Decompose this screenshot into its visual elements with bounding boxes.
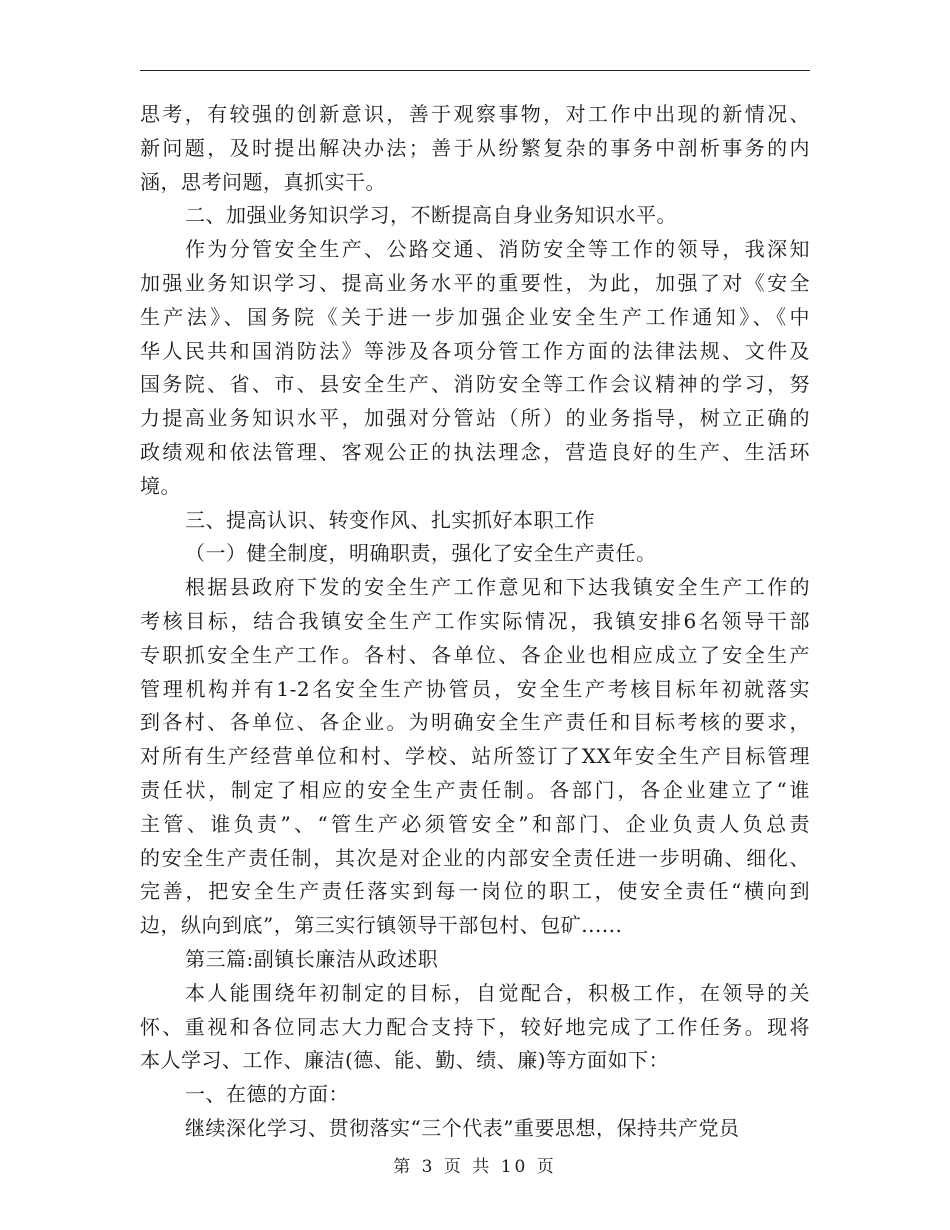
text-line: 新问题，及时提出解决办法；善于从纷繁复杂的事务中剖析事务的内 bbox=[140, 135, 810, 160]
text-line: 根据县政府下发的安全生产工作意见和下达我镇安全生产工作的 bbox=[185, 575, 810, 600]
text-line: 边，纵向到底”，第三实行镇领导干部包村、包矿...... bbox=[140, 913, 623, 938]
text-line: 管理机构并有1-2名安全生产协管员，安全生产考核目标年初就落实 bbox=[140, 676, 810, 701]
text-line: 涵，思考问题，真抓实干。 bbox=[140, 169, 386, 194]
paragraph bbox=[140, 537, 810, 571]
text-line: 专职抓安全生产工作。各村、各单位、各企业也相应成立了安全生产 bbox=[140, 642, 810, 667]
text-line: 加强业务知识学习、提高业务水平的重要性，为此，加强了对《安全 bbox=[140, 270, 810, 295]
paragraph bbox=[140, 199, 810, 233]
text-line: 思考，有较强的创新意识，善于观察事物，对工作中出现的新情况、 bbox=[140, 102, 810, 126]
paragraph bbox=[140, 571, 810, 943]
text-line: 的安全生产责任制，其次是对企业的内部安全责任进一步明确、细化、 bbox=[140, 845, 810, 870]
text-line: 二、加强业务知识学习，不断提高自身业务知识水平。 bbox=[185, 203, 677, 228]
text-line: 本人能围绕年初制定的目标，自觉配合，积极工作，在领导的关 bbox=[185, 980, 810, 1005]
text-line: 到各村、各单位、各企业。为明确安全生产责任和目标考核的要求， bbox=[140, 710, 810, 735]
paragraph bbox=[140, 98, 810, 199]
text-line: 三、提高认识、转变作风、扎实抓好本职工作 bbox=[185, 507, 595, 532]
paragraph bbox=[140, 233, 810, 503]
paragraph bbox=[140, 943, 810, 977]
text-line: 国务院、省、市、县安全生产、消防安全等工作会议精神的学习，努 bbox=[140, 372, 810, 397]
page-footer: 第 3 页 共 10 页 bbox=[393, 1157, 557, 1177]
paragraph bbox=[140, 504, 810, 538]
text-line: 继续深化学习、贯彻落实“三个代表”重要思想，保持共产党员 bbox=[185, 1115, 740, 1140]
text-line: 生产法》、国务院《关于进一步加强企业安全生产工作通知》、《中 bbox=[140, 304, 810, 329]
text-line: 考核目标，结合我镇安全生产工作实际情况，我镇安排6名领导干部 bbox=[140, 608, 810, 633]
text-line: 力提高业务知识水平，加强对分管站（所）的业务指导，树立正确的 bbox=[140, 406, 810, 431]
document-body bbox=[140, 98, 810, 1146]
text-line: 作为分管安全生产、公路交通、消防安全等工作的领导，我深知 bbox=[185, 237, 810, 262]
text-line: 华人民共和国消防法》等涉及各项分管工作方面的法律法规、文件及 bbox=[140, 338, 810, 363]
text-line: 责任状，制定了相应的安全生产责任制。各部门，各企业建立了“谁 bbox=[140, 777, 810, 802]
header-rule bbox=[140, 70, 810, 71]
text-line: 怀、重视和各位同志大力配合支持下，较好地完成了工作任务。现将 bbox=[140, 1014, 810, 1039]
text-line: 主管、谁负责”、“管生产必须管安全”和部门、企业负责人负总责 bbox=[140, 811, 810, 836]
paragraph bbox=[140, 1112, 810, 1146]
text-line: 完善，把安全生产责任落实到每一岗位的职工，使安全责任“横向到 bbox=[140, 879, 810, 904]
text-line: 政绩观和依法管理、客观公正的执法理念，营造良好的生产、生活环 bbox=[140, 439, 810, 464]
text-line: 对所有生产经营单位和村、学校、站所签订了XX年安全生产目标管理 bbox=[140, 744, 810, 769]
text-line: （一）健全制度，明确职责，强化了安全生产责任。 bbox=[185, 541, 657, 566]
text-line: 一、在德的方面： bbox=[185, 1082, 349, 1107]
text-line: 境。 bbox=[140, 473, 181, 498]
paragraph bbox=[140, 977, 810, 1078]
paragraph bbox=[140, 1078, 810, 1112]
text-line: 第三篇:副镇长廉洁从政述职 bbox=[185, 946, 439, 971]
text-line: 本人学习、工作、廉洁(德、能、勤、绩、廉)等方面如下： bbox=[140, 1048, 670, 1073]
